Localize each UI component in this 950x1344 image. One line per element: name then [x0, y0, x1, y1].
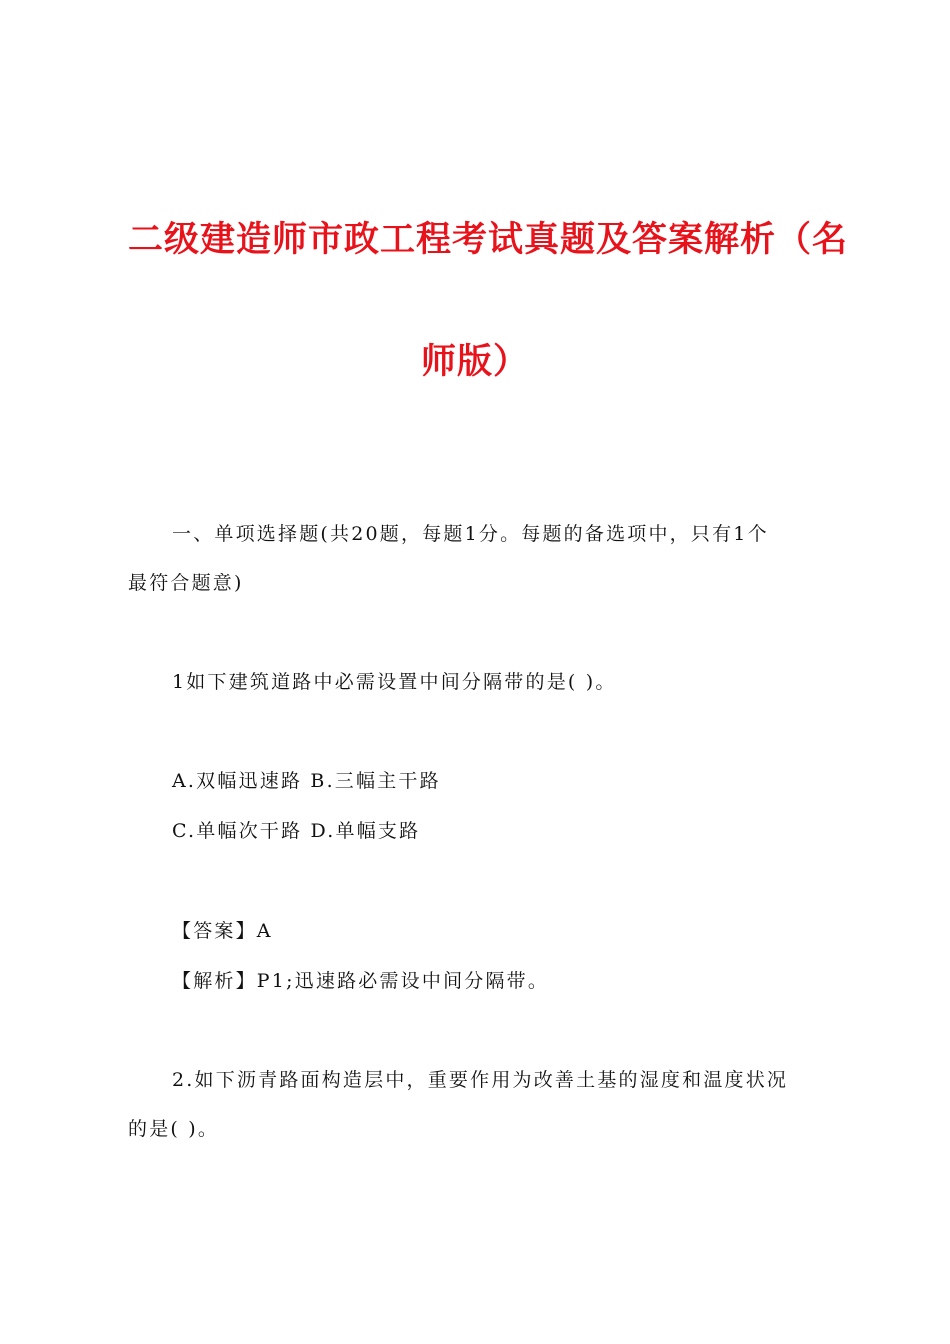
document-title-line-2: 师版）	[420, 342, 529, 382]
question-2-text-line-2: 的是( )。	[128, 1118, 220, 1140]
section-heading-line-2: 最符合题意)	[128, 572, 244, 594]
question-1-options-ab: A.双幅迅速路 B.三幅主干路	[172, 770, 441, 792]
section-heading-line-1: 一、单项选择题(共20题，每题1分。每题的备选项中，只有1个	[172, 523, 769, 545]
question-1-analysis: 【解析】P1;迅速路必需设中间分隔带。	[172, 970, 550, 992]
question-1-text: 1如下建筑道路中必需设置中间分隔带的是( )。	[172, 671, 617, 693]
question-2-text-line-1: 2.如下沥青路面构造层中，重要作用为改善土基的湿度和温度状况	[172, 1069, 789, 1091]
question-1-options-cd: C.单幅次干路 D.单幅支路	[172, 820, 421, 842]
document-title-line-1: 二级建造师市政工程考试真题及答案解析（名	[128, 220, 849, 260]
question-1-answer: 【答案】A	[172, 920, 273, 942]
